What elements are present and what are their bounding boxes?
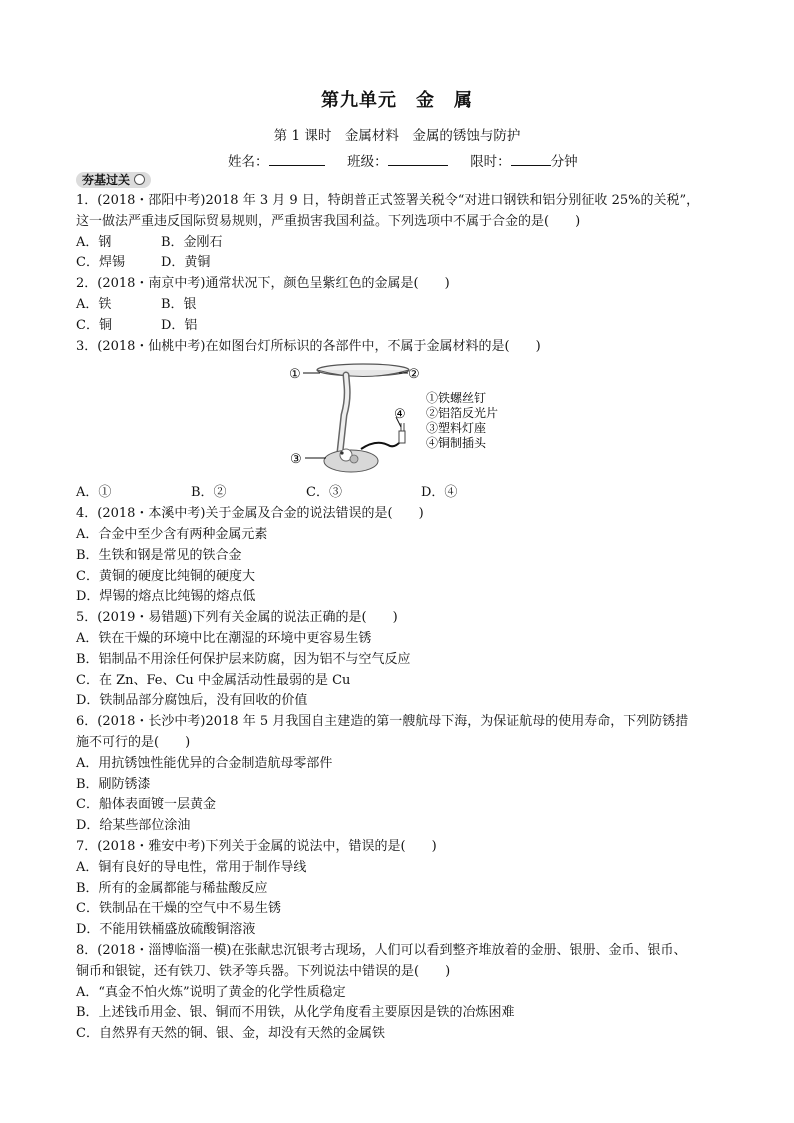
question-8 bbox=[76, 941, 726, 1045]
option-b[interactable]: B．刷防锈漆 bbox=[76, 776, 151, 792]
class-label: 班级： bbox=[347, 154, 388, 170]
option-d[interactable]: D．焊锡的熔点比纯锡的熔点低 bbox=[76, 589, 256, 605]
option-d[interactable]: D．不能用铁桶盛放硫酸铜溶液 bbox=[76, 922, 256, 938]
option-b[interactable]: B．生铁和钢是常见的铁合金 bbox=[76, 547, 242, 563]
option-d[interactable]: D．④ bbox=[421, 485, 458, 501]
option-b[interactable]: B．所有的金属都能与稀盐酸反应 bbox=[76, 880, 268, 896]
question-7 bbox=[76, 837, 726, 941]
question-stem: 3．(2018・仙桃中考)在如图台灯所标识的各部件中，不属于金属材料的是( ) bbox=[76, 338, 541, 354]
marker-1: ① bbox=[289, 367, 301, 383]
lesson-subtitle: 第 1 课时 金属材料 金属的锈蚀与防护 bbox=[273, 128, 521, 144]
question-stem: 6．(2018・长沙中考)2018 年 5 月我国自主建造的第一艘航母下海，为保证航母的使用寿命，下列防锈措 bbox=[76, 714, 689, 730]
time-blank[interactable] bbox=[511, 151, 551, 166]
question-5 bbox=[76, 608, 726, 712]
question-stem: 4．(2018・本溪中考)关于金属及合金的说法错误的是( ) bbox=[76, 506, 424, 522]
name-blank[interactable] bbox=[269, 151, 325, 166]
section-badge bbox=[76, 172, 151, 188]
question-stem-cont: 铜币和银锭，还有铁刀、铁矛等兵器。下列说法中错误的是( ) bbox=[76, 963, 451, 979]
option-c[interactable]: C．③ bbox=[306, 485, 342, 501]
section-badge-label: 夯基过关 bbox=[82, 173, 131, 187]
page-title: 第九单元 金 属 bbox=[321, 90, 473, 111]
question-6 bbox=[76, 712, 726, 837]
option-b[interactable]: B．② bbox=[191, 485, 227, 501]
legend-item-4: ④铜制插头 bbox=[426, 436, 487, 451]
option-b[interactable]: B．铝制品不用涂任何保护层来防腐，因为铝不与空气反应 bbox=[76, 651, 411, 667]
class-blank[interactable] bbox=[388, 151, 448, 166]
desk-lamp-figure bbox=[76, 361, 726, 481]
question-4 bbox=[76, 504, 726, 608]
option-d[interactable]: D．给某些部位涂油 bbox=[76, 818, 191, 834]
option-b[interactable]: B．金刚石 bbox=[161, 234, 223, 250]
marker-2: ② bbox=[408, 367, 420, 383]
option-d[interactable]: D．铝 bbox=[161, 317, 198, 333]
desk-lamp-illustration bbox=[76, 361, 726, 481]
student-info-row bbox=[228, 150, 578, 170]
question-stem: 2．(2018・南京中考)通常状况下，颜色呈紫红色的金属是( ) bbox=[76, 276, 450, 292]
option-a[interactable]: A．用抗锈蚀性能优异的合金制造航母零部件 bbox=[76, 755, 333, 771]
option-a[interactable]: A．合金中至少含有两种金属元素 bbox=[76, 526, 268, 542]
question-2 bbox=[76, 274, 726, 336]
question-list bbox=[76, 191, 726, 1045]
option-c[interactable]: C．焊锡 bbox=[76, 255, 125, 271]
option-c[interactable]: C．船体表面镀一层黄金 bbox=[76, 797, 216, 813]
option-c[interactable]: C．自然界有天然的铜、银、金，却没有天然的金属铁 bbox=[76, 1026, 385, 1042]
option-b[interactable]: B．上述钱币用金、银、铜而不用铁，从化学角度看主要原因是铁的冶炼困难 bbox=[76, 1005, 515, 1021]
option-a[interactable]: A．钢 bbox=[76, 234, 112, 250]
option-a[interactable]: A．铜有良好的导电性，常用于制作导线 bbox=[76, 859, 307, 875]
question-stem: 7．(2018・雅安中考)下列关于金属的说法中，错误的是( ) bbox=[76, 838, 437, 854]
option-c[interactable]: C．铜 bbox=[76, 317, 112, 333]
option-d[interactable]: D．黄铜 bbox=[161, 255, 211, 271]
marker-4: ④ bbox=[394, 407, 406, 423]
question-1 bbox=[76, 191, 726, 274]
option-c[interactable]: C．黄铜的硬度比纯铜的硬度大 bbox=[76, 568, 255, 584]
question-stem: 1．(2018・邵阳中考)2018 年 3 月 9 日，特朗普正式签署关税令“对进口钢铁和铝分别征收 25%的关税”， bbox=[76, 193, 700, 208]
option-c[interactable]: C．铁制品在干燥的空气中不易生锈 bbox=[76, 901, 281, 917]
option-a[interactable]: A．① bbox=[76, 485, 112, 501]
option-b[interactable]: B．银 bbox=[161, 296, 197, 312]
question-stem-cont: 施不可行的是( ) bbox=[76, 734, 191, 750]
marker-3: ③ bbox=[290, 452, 302, 468]
option-a[interactable]: A．铁 bbox=[76, 296, 112, 312]
legend-item-3: ③塑料灯座 bbox=[426, 421, 487, 436]
legend-item-2: ②铝箔反光片 bbox=[426, 406, 499, 421]
legend-item-1: ①铁螺丝钉 bbox=[426, 391, 487, 406]
badge-dot-icon bbox=[134, 174, 145, 185]
time-label: 限时： bbox=[470, 154, 511, 170]
time-unit: 分钟 bbox=[550, 154, 578, 170]
question-stem: 5．(2019・易错题)下列有关金属的说法正确的是( ) bbox=[76, 610, 398, 626]
question-stem-cont: 这一做法严重违反国际贸易规则，严重损害我国利益。下列选项中不属于合金的是( ) bbox=[76, 213, 581, 229]
question-stem: 8．(2018・淄博临淄一模)在张献忠沉银考古现场，人们可以看到整齐堆放着的金册、银册、金币、银币、 bbox=[76, 942, 687, 958]
question-3 bbox=[76, 337, 726, 505]
name-label: 姓名： bbox=[228, 154, 269, 170]
option-a[interactable]: A．“真金不怕火炼”说明了黄金的化学性质稳定 bbox=[76, 984, 346, 1000]
option-a[interactable]: A．铁在干燥的环境中比在潮湿的环境中更容易生锈 bbox=[76, 630, 372, 646]
option-c[interactable]: C．在 Zn、Fe、Cu 中金属活动性最弱的是 Cu bbox=[76, 672, 351, 688]
option-d[interactable]: D．铁制品部分腐蚀后，没有回收的价值 bbox=[76, 693, 308, 709]
